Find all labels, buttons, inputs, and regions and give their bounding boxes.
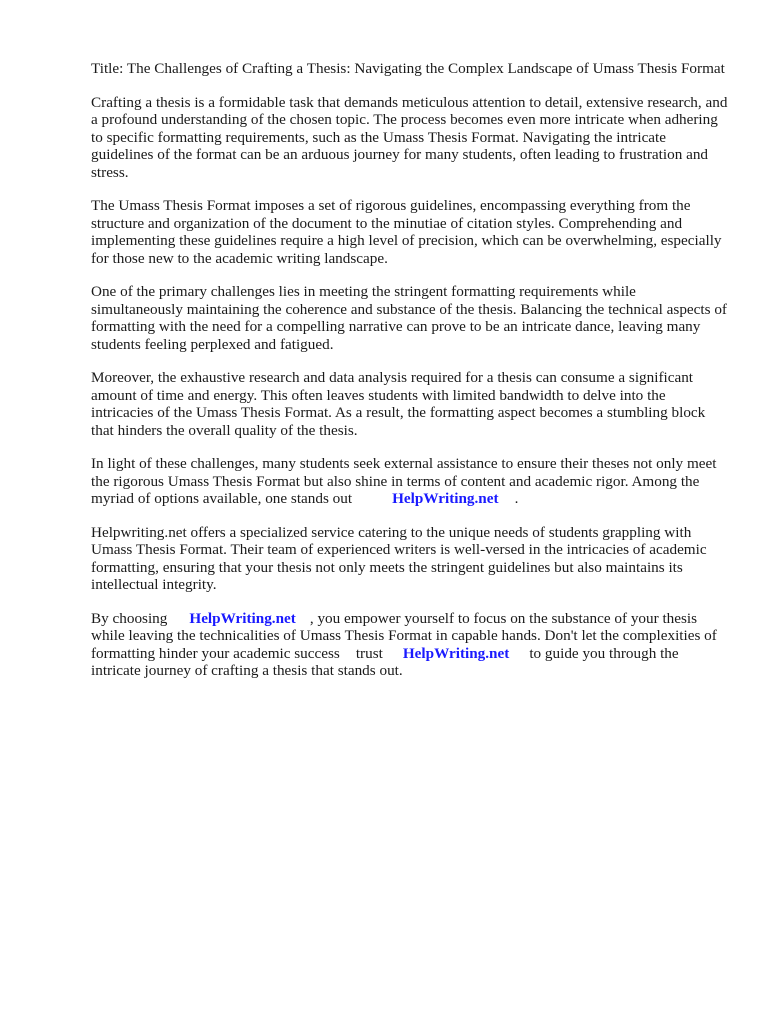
document-body xyxy=(91,60,731,696)
document-title: Title: The Challenges of Crafting a Thesis: Navigating the Complex Landscape of Umass Thesis Format xyxy=(91,60,725,77)
paragraph-7-middle: , you empower yourself to focus on the substance of your thesis while leaving the technicalities of Umass Thesis Format in capable hands. Don't let the complexities of formatting hinder your academic success xyxy=(91,609,717,662)
paragraph-5-end: . xyxy=(514,490,519,507)
paragraph-3: One of the primary challenges lies in meeting the stringent formatting requirements while simultaneously maintaining the coherence and substance of the thesis. Balancing the technical aspects of formatting with the need for a compelling narrative can prove to be an intricate dance, leaving many students feeling perplexed and fatigued. xyxy=(91,283,727,353)
paragraph-5-text: In light of these challenges, many students seek external assistance to ensure their theses not only meet the rigorous Umass Thesis Format but also shine in terms of content and academic rigor. Among the myriad of options available, one stands out xyxy=(91,455,717,507)
paragraph-7-trust: trust xyxy=(355,644,383,662)
helpwriting-link-2[interactable]: HelpWriting.net xyxy=(189,609,296,627)
paragraph-1: Crafting a thesis is a formidable task that demands meticulous attention to detail, extensive research, and a profound understanding of the chosen topic. The process becomes even more intricate when adhering to specific formatting requirements, such as the Umass Thesis Format. Navigating the intricate guidelines of the format can be an arduous journey for many students, often leading to frustration and stress. xyxy=(91,93,728,181)
paragraph-4: Moreover, the exhaustive research and data analysis required for a thesis can consume a significant amount of time and energy. This often leaves students with limited bandwidth to delve into the intricacies of the Umass Thesis Format. As a result, the formatting aspect becomes a stumbling block that hinders the overall quality of the thesis. xyxy=(91,369,706,439)
helpwriting-link[interactable]: HelpWriting.net xyxy=(392,490,499,507)
paragraph-2: The Umass Thesis Format imposes a set of rigorous guidelines, encompassing everything from the structure and organization of the document to the minutiae of citation styles. Comprehending and implementing these guidelines require a high level of precision, which can be overwhelming, especially for those new to the academic writing landscape. xyxy=(91,197,722,267)
paragraph-7-end: to guide you through the intricate journey of crafting a thesis that stands out. xyxy=(91,644,679,679)
paragraph-7 xyxy=(91,610,731,680)
paragraph-6: Helpwriting.net offers a specialized service catering to the unique needs of students grappling with Umass Thesis Format. Their team of experienced writers is well-versed in the intricacies of academic formatting, ensuring that your thesis not only meets the stringent guidelines but also maintains its intellectual integrity. xyxy=(91,523,707,593)
paragraph-7-start: By choosing xyxy=(91,609,168,627)
paragraph-5 xyxy=(91,455,731,508)
helpwriting-link-3[interactable]: HelpWriting.net xyxy=(402,644,510,662)
